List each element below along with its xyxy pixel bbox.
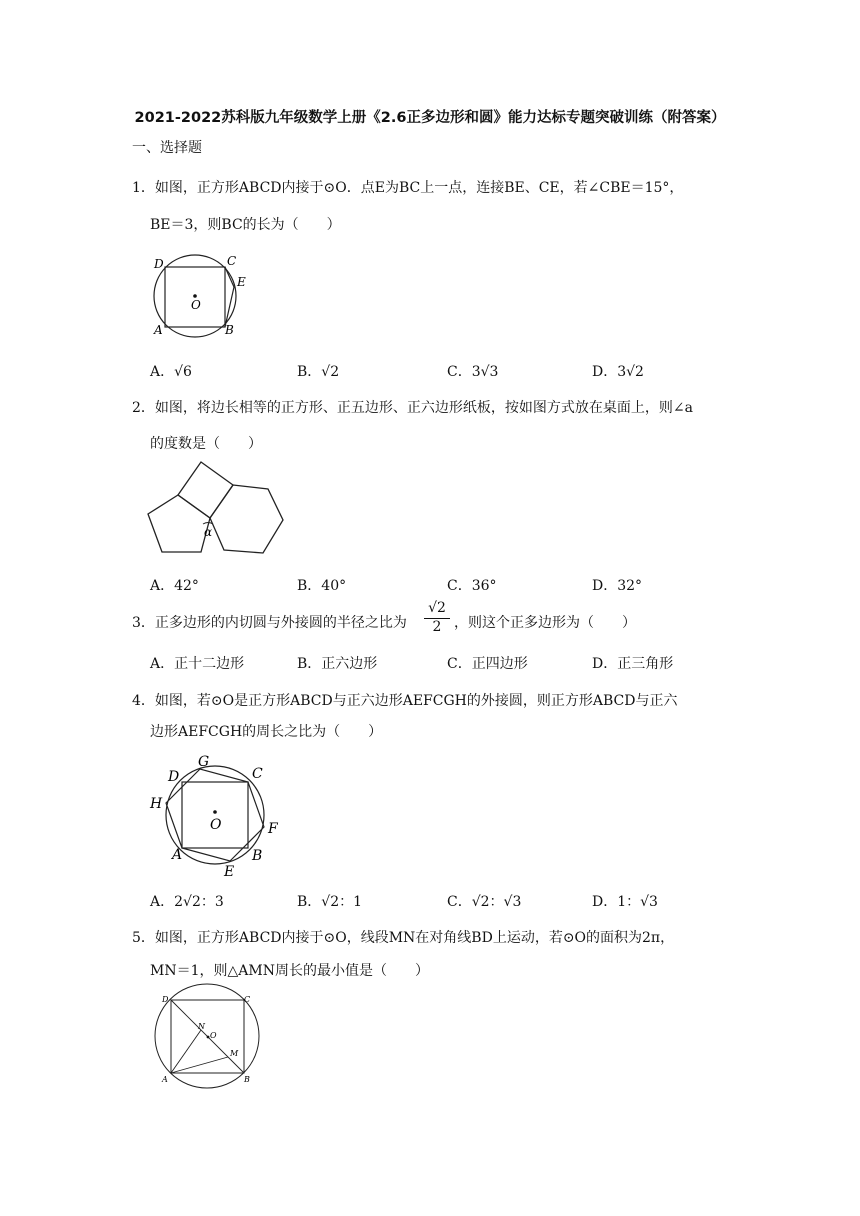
question-4-continued: 边形AEFCGH的周长之比为（ ） [150, 724, 383, 740]
q2-option-c: C．36° [447, 578, 497, 594]
label-alpha: α [204, 525, 213, 539]
page-title: 2021-2022苏科版九年级数学上册《2.6正多边形和圆》能力达标专题突破训练（附答案） [134, 110, 726, 126]
q3-option-c: C．正四边形 [447, 656, 528, 672]
label-o: O [210, 817, 222, 833]
question-number: 5． [132, 930, 155, 946]
label-e: E [237, 275, 246, 289]
q3-option-d: D．正三角形 [592, 656, 674, 672]
q1-option-d: D．3√2 [592, 364, 644, 380]
question-1-continued: BE＝3，则BC的长为（ ） [150, 217, 341, 233]
question-number: 2． [132, 400, 155, 416]
question-number: 1． [132, 180, 155, 196]
question-4 [132, 690, 677, 710]
label-f: F [268, 821, 278, 837]
q4-option-d: D．1：√3 [592, 894, 658, 910]
label-a: A [172, 847, 183, 863]
question-5-continued: MN＝1，则△AMN周长的最小值是（ ） [150, 963, 429, 979]
label-a: A [154, 323, 163, 337]
figure-q5 [152, 992, 267, 1092]
label-d: D [154, 257, 164, 271]
label-b: B [225, 323, 234, 337]
label-c: C [244, 995, 251, 1004]
q2-option-d: D．32° [592, 578, 643, 594]
figure-q4 [148, 748, 288, 883]
question-text: 如图，正方形ABCD内接于⊙O．点E为BC上一点，连接BE、CE，若∠CBE＝15°， [154, 180, 684, 196]
label-n: N [198, 1022, 205, 1031]
label-h: H [150, 796, 163, 812]
label-o: O [210, 1031, 217, 1040]
label-o: O [191, 298, 201, 312]
q1-option-a: A．√6 [150, 364, 192, 380]
question-3 [132, 612, 407, 632]
q3-option-a: A．正十二边形 [150, 656, 245, 672]
q4-option-a: A．2√2：3 [150, 894, 224, 910]
question-number: 4． [132, 693, 155, 709]
q1-option-c: C．3√3 [447, 364, 499, 380]
label-a: A [162, 1075, 168, 1084]
q2-option-a: A．42° [150, 578, 199, 594]
label-d: D [168, 769, 180, 785]
figure-q1 [148, 250, 258, 340]
question-text: 如图，正方形ABCD内接于⊙O，线段MN在对角线BD上运动，若⊙O的面积为2π， [154, 930, 675, 946]
label-g: G [198, 754, 210, 770]
q3-option-b: B．正六边形 [297, 656, 378, 672]
label-b: B [244, 1075, 250, 1084]
question-2-continued: 的度数是（ ） [150, 436, 262, 452]
question-1 [132, 177, 683, 197]
label-b: B [252, 848, 263, 864]
fraction-numerator: √2 [428, 600, 446, 616]
section-heading: 一、选择题 [132, 140, 202, 156]
label-c: C [252, 766, 263, 782]
fraction-denominator: 2 [432, 619, 442, 635]
question-5 [132, 927, 674, 947]
question-number: 3． [132, 615, 155, 631]
question-text-b: ，则这个正多边形为（ ） [454, 615, 636, 631]
question-text: 如图，若⊙O是正方形ABCD与正六边形AEFCGH的外接圆，则正方形ABCD与正六 [154, 693, 678, 709]
label-d: D [162, 995, 169, 1004]
label-c: C [227, 254, 237, 268]
label-m: M [230, 1049, 239, 1058]
q4-option-c: C．√2：√3 [447, 894, 522, 910]
question-text-a: 正多边形的内切圆与外接圆的半径之比为 [154, 615, 407, 631]
q2-option-b: B．40° [297, 578, 347, 594]
label-e: E [224, 864, 235, 880]
question-text: 如图，将边长相等的正方形、正五边形、正六边形纸板，按如图方式放在桌面上，则∠a [154, 400, 693, 416]
q4-option-b: B．√2：1 [297, 894, 363, 910]
question-2 [132, 397, 693, 417]
q1-option-b: B．√2 [297, 364, 340, 380]
figure-q2 [145, 458, 290, 558]
fraction [422, 600, 452, 635]
